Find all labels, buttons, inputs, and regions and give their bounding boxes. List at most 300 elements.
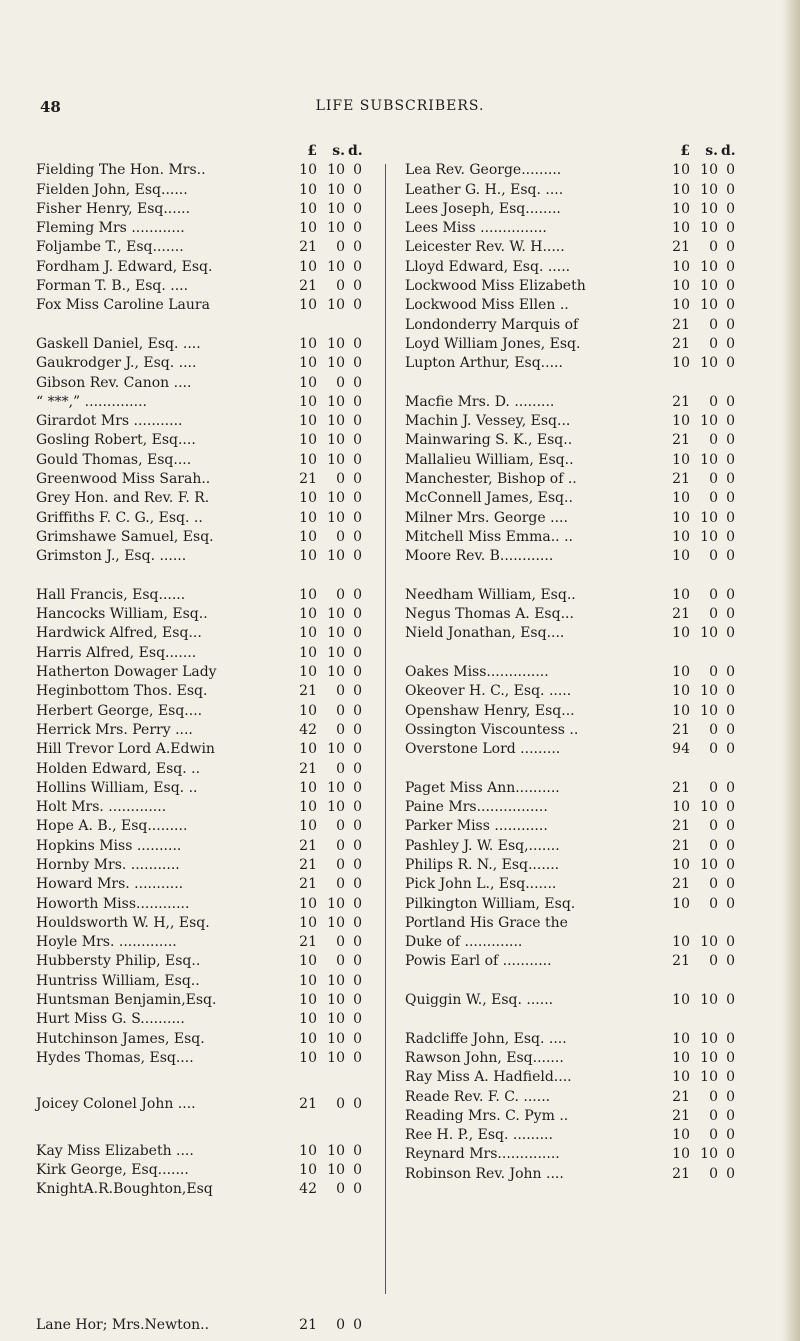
subscriber-row [405, 702, 735, 721]
pounds-header: £ [307, 143, 317, 159]
pence-value: 0 [726, 799, 735, 816]
pence-value: 0 [726, 1030, 735, 1047]
shillings-value: 10 [700, 200, 718, 217]
pence-value: 0 [726, 528, 735, 545]
subscriber-row [405, 1126, 735, 1145]
subscriber-row [36, 528, 362, 547]
pounds-value: 21 [299, 934, 317, 951]
pounds-value: 10 [299, 432, 317, 449]
subscriber-row [405, 277, 735, 296]
subscriber-name: Holden Edward, Esq. .. [36, 760, 201, 777]
amount [292, 817, 362, 836]
subscriber-name: Huntsman Benjamin,Esq. [36, 992, 217, 1009]
amount [665, 161, 735, 180]
pence-value: 0 [353, 1030, 362, 1047]
shillings-value: 10 [327, 393, 345, 410]
shillings-value: 10 [700, 181, 718, 198]
shillings-value: 0 [709, 1127, 718, 1144]
subscriber-row [36, 914, 362, 933]
pence-value: 0 [353, 509, 362, 526]
pounds-value: 10 [672, 664, 690, 681]
section-gap [405, 972, 735, 991]
pounds-value: 21 [672, 1088, 690, 1105]
pounds-value: 10 [299, 258, 317, 275]
shillings-value: 10 [327, 895, 345, 912]
subscriber-name: Gaskell Daniel, Esq. .... [36, 335, 201, 352]
subscriber-name: Hoyle Mrs. ............. [36, 934, 177, 951]
amount [292, 895, 362, 914]
amount [665, 393, 735, 412]
shillings-value: 0 [336, 374, 345, 391]
currency-header [405, 142, 735, 161]
pence-value: 0 [353, 200, 362, 217]
subscriber-name: McConnell James, Esq.. [405, 490, 573, 507]
subscriber-name: Hutchinson James, Esq. [36, 1030, 205, 1047]
pounds-value: 10 [299, 953, 317, 970]
shillings-value: 0 [336, 837, 345, 854]
amount [665, 1068, 735, 1087]
pence-value: 0 [353, 914, 362, 931]
subscriber-row [405, 161, 735, 180]
amount [292, 238, 362, 257]
pounds-value: 21 [672, 471, 690, 488]
subscriber-row [36, 181, 362, 200]
subscriber-row [405, 1030, 735, 1049]
pounds-value: 10 [299, 200, 317, 217]
shillings-value: 10 [327, 413, 345, 430]
shillings-value: 0 [709, 471, 718, 488]
subscriber-name: Lockwood Miss Ellen .. [405, 297, 569, 314]
pence-value: 0 [726, 953, 735, 970]
pounds-value: 21 [299, 683, 317, 700]
subscriber-name: Reynard Mrs.............. [405, 1146, 560, 1163]
shillings-value: 10 [700, 1069, 718, 1086]
pence-value: 0 [726, 490, 735, 507]
shillings-value: 10 [700, 451, 718, 468]
shillings-value: 0 [709, 490, 718, 507]
pence-value: 0 [726, 181, 735, 198]
section-gap [405, 374, 735, 393]
shillings-value: 0 [709, 721, 718, 738]
shillings-value: 10 [700, 1146, 718, 1163]
shillings-header: s. [332, 143, 345, 159]
subscriber-name: Manchester, Bishop of .. [405, 471, 577, 488]
subscriber-name: Kirk George, Esq....... [36, 1161, 189, 1178]
shillings-value: 10 [327, 490, 345, 507]
pounds-value: 21 [299, 837, 317, 854]
subscriber-row [36, 354, 362, 373]
amount [665, 779, 735, 798]
amount [292, 991, 362, 1010]
subscriber-row [36, 547, 362, 566]
pence-value: 0 [353, 876, 362, 893]
pence-value: 0 [726, 1088, 735, 1105]
subscriber-name: Gould Thomas, Esq.... [36, 451, 192, 468]
subscriber-name: Fleming Mrs ............ [36, 220, 185, 237]
subscriber-name: Mitchell Miss Emma.. .. [405, 528, 573, 545]
amount [292, 489, 362, 508]
subscriber-row [405, 470, 735, 489]
pounds-value: 10 [672, 200, 690, 217]
subscriber-row [405, 952, 735, 971]
amount [292, 470, 362, 489]
pence-value: 0 [726, 355, 735, 372]
amount [665, 354, 735, 373]
subscriber-row [36, 952, 362, 971]
pounds-value: 10 [672, 1030, 690, 1047]
pence-value: 0 [353, 683, 362, 700]
amount [292, 837, 362, 856]
shillings-value: 0 [336, 721, 345, 738]
subscriber-name: KnightA.R.Boughton,Esq [36, 1181, 213, 1198]
pounds-value: 10 [299, 1011, 317, 1028]
subscriber-name: Hurt Miss G. S.......... [36, 1011, 185, 1028]
subscriber-row [36, 258, 362, 277]
shillings-value: 0 [709, 741, 718, 758]
subscriber-name: Hall Francis, Esq...... [36, 586, 186, 603]
pounds-value: 10 [299, 220, 317, 237]
shillings-value: 0 [336, 934, 345, 951]
pounds-value: 10 [299, 664, 317, 681]
subscriber-row [405, 1107, 735, 1126]
shillings-value: 10 [700, 258, 718, 275]
pounds-value: 21 [672, 1107, 690, 1124]
subscriber-row [405, 1088, 735, 1107]
amount [292, 431, 362, 450]
subscriber-row [36, 779, 362, 798]
pence-value: 0 [353, 335, 362, 352]
pounds-value: 10 [299, 625, 317, 642]
subscriber-name: Paget Miss Ann.......... [405, 779, 560, 796]
subscriber-row [36, 451, 362, 470]
shillings-value: 0 [336, 1181, 345, 1198]
subscriber-name: Hardwick Alfred, Esq... [36, 625, 202, 642]
pounds-value: 10 [299, 779, 317, 796]
pounds-value: 21 [672, 239, 690, 256]
subscriber-row [36, 489, 362, 508]
subscriber-row [405, 624, 735, 643]
pounds-value: 10 [672, 355, 690, 372]
amount [665, 470, 735, 489]
amount [292, 682, 362, 701]
amount [665, 1088, 735, 1107]
pounds-value: 10 [672, 586, 690, 603]
amount [665, 528, 735, 547]
subscriber-row [36, 817, 362, 836]
amount [665, 740, 735, 759]
amount [665, 1126, 735, 1145]
amount [665, 296, 735, 315]
amount [292, 1095, 362, 1114]
pence-value: 0 [353, 856, 362, 873]
pence-value: 0 [353, 258, 362, 275]
pence-value: 0 [726, 586, 735, 603]
subscriber-name: Harris Alfred, Esq....... [36, 644, 197, 661]
pounds-value: 10 [299, 297, 317, 314]
pence-value: 0 [726, 1127, 735, 1144]
subscriber-row [36, 798, 362, 817]
shillings-value: 0 [336, 818, 345, 835]
shillings-value: 0 [709, 837, 718, 854]
pence-value: 0 [353, 992, 362, 1009]
amount [292, 972, 362, 991]
pounds-value: 21 [299, 1096, 317, 1113]
page-number: 48 [40, 98, 61, 116]
subscriber-name: Hornby Mrs. ........... [36, 856, 180, 873]
right-column-body [405, 161, 735, 1184]
pence-value: 0 [353, 162, 362, 179]
running-title: LIFE SUBSCRIBERS. [315, 98, 485, 114]
pence-value: 0 [726, 297, 735, 314]
amount [292, 412, 362, 431]
subscriber-row [36, 875, 362, 894]
subscriber-name: Quiggin W., Esq. ...... [405, 992, 554, 1009]
amount [292, 914, 362, 933]
subscriber-row [405, 451, 735, 470]
pence-value: 0 [726, 741, 735, 758]
amount [665, 431, 735, 450]
pence-value: 0 [353, 606, 362, 623]
pence-value: 0 [353, 1142, 362, 1159]
subscriber-row [405, 354, 735, 373]
subscriber-name: Howard Mrs. ........... [36, 876, 184, 893]
shillings-value: 10 [700, 683, 718, 700]
subscriber-name: Okeover H. C., Esq. ..... [405, 683, 572, 700]
pence-value: 0 [726, 162, 735, 179]
subscriber-row [405, 740, 735, 759]
pounds-value: 21 [672, 393, 690, 410]
amount [292, 181, 362, 200]
subscriber-name: Lloyd Edward, Esq. ..... [405, 258, 571, 275]
pence-value: 0 [353, 1161, 362, 1178]
section-gap [36, 1115, 362, 1142]
shillings-value: 0 [709, 1107, 718, 1124]
amount [665, 624, 735, 643]
pence-value: 0 [726, 1069, 735, 1086]
amount [665, 875, 735, 894]
pounds-value: 10 [299, 644, 317, 661]
subscriber-name: Openshaw Henry, Esq... [405, 702, 575, 719]
shillings-value: 10 [327, 548, 345, 565]
amount [665, 991, 735, 1010]
amount [665, 721, 735, 740]
pounds-value: 42 [299, 721, 317, 738]
amount [665, 316, 735, 335]
pence-value: 0 [353, 644, 362, 661]
subscriber-name: Lea Rev. George......... [405, 162, 562, 179]
pounds-value: 10 [299, 606, 317, 623]
subscriber-row [36, 624, 362, 643]
amount [292, 740, 362, 759]
subscriber-row [36, 740, 362, 759]
pence-value: 0 [353, 548, 362, 565]
pounds-value: 10 [672, 162, 690, 179]
shillings-value: 0 [336, 876, 345, 893]
currency-header [36, 142, 362, 161]
pounds-value: 10 [672, 181, 690, 198]
pounds-value: 10 [672, 528, 690, 545]
pence-value: 0 [726, 818, 735, 835]
pence-value: 0 [353, 490, 362, 507]
amount [292, 219, 362, 238]
shillings-value: 0 [709, 1165, 718, 1182]
subscriber-name: Macfie Mrs. D. ......... [405, 393, 555, 410]
subscriber-name: Lupton Arthur, Esq..... [405, 355, 563, 372]
amount [665, 335, 735, 354]
subscriber-row [405, 586, 735, 605]
subscriber-name: Ray Miss A. Hadfield.... [405, 1069, 572, 1086]
subscriber-name: Holt Mrs. ............. [36, 799, 167, 816]
subscriber-name: Reading Mrs. C. Pym .. [405, 1107, 569, 1124]
pence-value: 0 [353, 1049, 362, 1066]
subscriber-name: Oakes Miss.............. [405, 664, 549, 681]
pounds-value: 10 [672, 934, 690, 951]
shillings-value: 10 [700, 220, 718, 237]
subscriber-row [36, 161, 362, 180]
amount [665, 451, 735, 470]
amount [292, 856, 362, 875]
subscriber-name: Powis Earl of ........... [405, 953, 552, 970]
subscriber-name: Nield Jonathan, Esq.... [405, 625, 565, 642]
pence-value: 0 [726, 258, 735, 275]
subscriber-name: Duke of ............. [405, 934, 523, 951]
pounds-value: 21 [299, 278, 317, 295]
amount [292, 1316, 362, 1335]
subscriber-row [405, 875, 735, 894]
section-gap [405, 567, 735, 586]
shillings-value: 10 [327, 1161, 345, 1178]
subscriber-row [36, 277, 362, 296]
pence-value: 0 [726, 721, 735, 738]
subscriber-name: “ ***,” .............. [36, 393, 147, 410]
subscriber-name: Hydes Thomas, Esq.... [36, 1049, 194, 1066]
shillings-value: 0 [709, 432, 718, 449]
amount [292, 374, 362, 393]
shillings-value: 10 [700, 509, 718, 526]
pounds-value: 10 [299, 895, 317, 912]
pounds-value: 10 [672, 702, 690, 719]
pounds-value: 42 [299, 1181, 317, 1198]
pounds-value: 10 [672, 625, 690, 642]
pence-value: 0 [353, 451, 362, 468]
pounds-value: 10 [672, 1127, 690, 1144]
subscriber-name: Herbert George, Esq.... [36, 702, 203, 719]
amount [292, 451, 362, 470]
pence-value: 0 [726, 393, 735, 410]
subscriber-row [405, 393, 735, 412]
subscriber-name: Leather G. H., Esq. .... [405, 181, 564, 198]
subscriber-name: Hill Trevor Lord A.Edwin [36, 741, 215, 758]
shillings-value: 0 [336, 1317, 345, 1333]
pounds-value: 10 [299, 992, 317, 1009]
shillings-value: 10 [700, 528, 718, 545]
pounds-value: 10 [672, 258, 690, 275]
subscriber-name: Gosling Robert, Esq.... [36, 432, 196, 449]
amount [665, 1030, 735, 1049]
subscriber-name: Hope A. B., Esq......... [36, 818, 188, 835]
subscriber-row [405, 605, 735, 624]
shillings-value: 10 [700, 278, 718, 295]
amount [665, 1049, 735, 1068]
amount [665, 489, 735, 508]
pounds-value: 10 [672, 220, 690, 237]
pence-value: 0 [353, 934, 362, 951]
left-column-body [36, 161, 362, 1199]
shillings-value: 10 [327, 432, 345, 449]
shillings-value: 10 [327, 258, 345, 275]
subscriber-row [405, 798, 735, 817]
shillings-value: 0 [336, 471, 345, 488]
pence-value: 0 [353, 779, 362, 796]
pounds-value: 10 [299, 914, 317, 931]
subscriber-name: Howorth Miss............ [36, 895, 190, 912]
pounds-value: 21 [299, 856, 317, 873]
pounds-value: 10 [299, 1030, 317, 1047]
pounds-value: 10 [299, 451, 317, 468]
pence-value: 0 [353, 818, 362, 835]
pence-value: 0 [353, 702, 362, 719]
pounds-value: 10 [299, 490, 317, 507]
subscriber-row [405, 895, 735, 914]
amount [292, 335, 362, 354]
left-column [36, 142, 363, 1333]
pence-value: 0 [726, 934, 735, 951]
pounds-value: 10 [299, 972, 317, 989]
shillings-value: 10 [327, 181, 345, 198]
amount [665, 509, 735, 528]
subscriber-name: Lockwood Miss Elizabeth [405, 278, 586, 295]
subscriber-row [405, 258, 735, 277]
pence-value: 0 [726, 278, 735, 295]
amount [292, 509, 362, 528]
section-gap [36, 1068, 362, 1095]
shillings-value: 10 [327, 162, 345, 179]
shillings-value: 0 [336, 528, 345, 545]
subscriber-row [36, 895, 362, 914]
subscriber-name: Huntriss William, Esq.. [36, 972, 200, 989]
shillings-header: s. [705, 143, 718, 159]
shillings-value: 10 [327, 606, 345, 623]
subscriber-row [405, 779, 735, 798]
section-gap [405, 644, 735, 663]
pence-value: 0 [353, 355, 362, 372]
pence-value: 0 [353, 374, 362, 391]
subscriber-row [405, 817, 735, 836]
pounds-value: 10 [299, 1142, 317, 1159]
shillings-value: 10 [700, 355, 718, 372]
shillings-value: 10 [327, 664, 345, 681]
shillings-value: 10 [700, 625, 718, 642]
pounds-value: 10 [299, 413, 317, 430]
pence-value: 0 [353, 953, 362, 970]
amount [292, 200, 362, 219]
subscriber-name: Negus Thomas A. Esq... [405, 606, 574, 623]
pounds-value: 10 [299, 702, 317, 719]
amount [292, 1180, 362, 1199]
pence-value: 0 [353, 972, 362, 989]
subscriber-row [405, 509, 735, 528]
subscriber-row [36, 1049, 362, 1068]
pounds-value: 10 [672, 1069, 690, 1086]
pence-value: 0 [726, 779, 735, 796]
amount [292, 605, 362, 624]
pence-value: 0 [353, 297, 362, 314]
subscriber-row [36, 856, 362, 875]
pounds-value: 10 [672, 1146, 690, 1163]
shillings-value: 10 [700, 1049, 718, 1066]
subscriber-name: Grimshawe Samuel, Esq. [36, 528, 214, 545]
subscriber-name: Fox Miss Caroline Laura [36, 297, 210, 314]
